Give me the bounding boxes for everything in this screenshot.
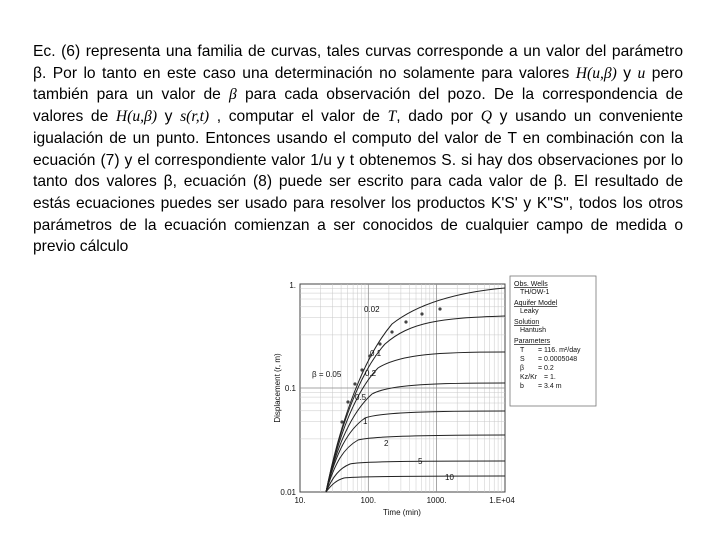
legend-param-value: = 116. m²/day xyxy=(538,347,581,354)
math-h-u-beta: H(u,β) xyxy=(115,108,158,126)
legend-param-value: = 0.2 xyxy=(538,365,554,372)
legend-aquifer-title: Aquifer Model xyxy=(514,300,558,307)
y-tick-label: 1. xyxy=(289,281,296,290)
text-run: , computar el valor de xyxy=(209,108,388,126)
legend-solution-title: Solution xyxy=(514,319,540,326)
curve-label: 0.02 xyxy=(364,305,380,314)
text-run: y xyxy=(157,108,181,126)
math-t: T xyxy=(387,108,397,126)
x-tick-label: 1.E+04 xyxy=(489,496,515,505)
y-tick-label: 0.01 xyxy=(280,488,296,497)
curve-label: 1 xyxy=(363,417,368,426)
legend-obs-value: TH/OW-1 xyxy=(520,289,550,296)
body-paragraph xyxy=(33,41,683,258)
legend-params-title: Parameters xyxy=(514,338,551,345)
curve-label: 10 xyxy=(445,473,454,482)
text-run: y usando un conveniente igualación de un punto. Entonces usando el computo del valor de T en combinación con la ecuación (7) y el correspondiente valor 1/u y t obtenemos S. si hay dos observaciones por lo tanto dos valores β, ecuación (8) puede ser escrito para cada valor de β. El resultado de estás ecuaciones puedes ser usado para resolver los productos K'S' y K"S", todos los otros parámetros de la ecuación comienzan a ser conocidos de cualquier campo de medida o previo cálculo xyxy=(33,108,683,256)
curve-label: 0.5 xyxy=(355,393,367,402)
legend-param-name: T xyxy=(520,347,525,354)
y-axis-label: Displacement (r, m) xyxy=(273,353,282,423)
curve-label: 0.2 xyxy=(365,369,377,378)
math-u: u xyxy=(637,64,646,82)
type-curve-figure xyxy=(240,262,600,540)
curve-label: 5 xyxy=(418,457,423,466)
legend-param-value: = 3.4 m xyxy=(538,383,562,390)
math-q: Q xyxy=(480,108,493,126)
x-tick-label: 10. xyxy=(294,496,306,505)
legend-obs-title: Obs. Wells xyxy=(514,281,548,288)
legend-param-name: b xyxy=(520,383,524,390)
x-tick-label: 100. xyxy=(360,496,377,505)
x-axis-label: Time (min) xyxy=(383,508,421,517)
legend-param-name: Kz/Kr xyxy=(520,374,538,381)
curve-label: 2 xyxy=(384,439,389,448)
x-tick-label: 1000. xyxy=(426,496,447,505)
text-run: pero también para un valor de xyxy=(33,64,684,104)
beta-label: β = 0.05 xyxy=(312,370,342,379)
legend-param-name: S xyxy=(520,356,525,363)
math-h-u-beta: H(u,β) xyxy=(575,64,617,82)
legend-param-name: β xyxy=(520,365,525,372)
legend-aquifer-value: Leaky xyxy=(520,308,539,315)
legend-param-value: = 1. xyxy=(544,374,556,381)
text-run: para cada observación del pozo. De la correspondencia de valores de xyxy=(33,86,684,126)
text-run: y xyxy=(616,64,638,82)
math-beta: β xyxy=(229,86,237,104)
y-tick-label: 0.1 xyxy=(284,384,296,393)
text-run: Ec. (6) representa una familia de curvas, tales curvas corresponde a un valor del parámetro β. Por lo tanto en este caso una determinación no solamente para valores xyxy=(33,43,683,82)
legend-param-value: = 0.0005048 xyxy=(538,356,578,363)
type-curve-plot xyxy=(240,262,600,540)
curve-label: 0.1 xyxy=(370,349,382,358)
legend-solution-value: Hantush xyxy=(520,327,547,334)
text-run: , dado por xyxy=(396,108,481,126)
math-s-r-t: s(r,t) xyxy=(180,108,210,126)
